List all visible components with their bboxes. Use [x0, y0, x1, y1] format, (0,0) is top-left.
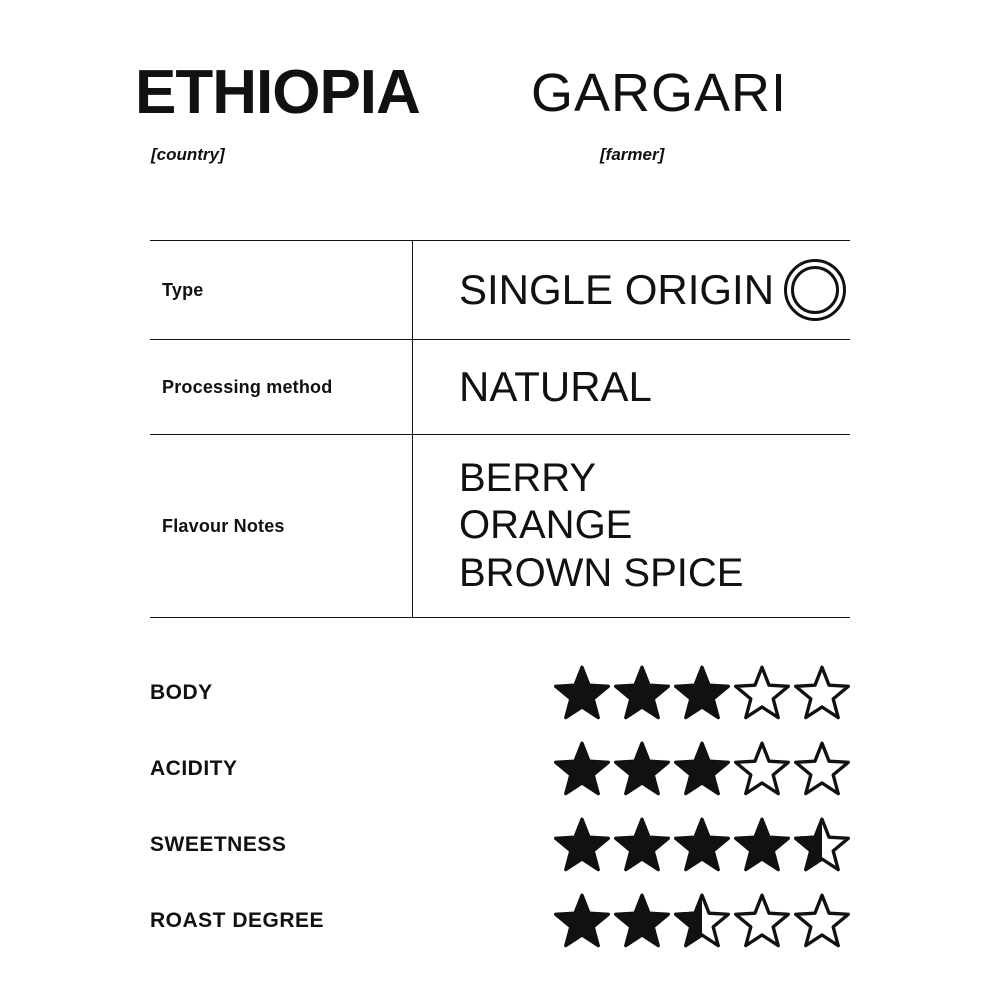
table-row: [150, 241, 850, 340]
spec-value-type-text: SINGLE ORIGIN: [459, 265, 775, 313]
table-row: [150, 435, 850, 618]
star-half-icon: [794, 817, 850, 873]
spec-value-type: [413, 241, 851, 340]
page-title: ETHIOPIA: [135, 58, 420, 127]
flavour-notes-list: [459, 455, 850, 597]
star-empty-icon: [794, 665, 850, 721]
country-caption: [country]: [151, 145, 225, 164]
rating-label-acidity: ACIDITY: [150, 757, 238, 780]
star-full-icon: [554, 741, 610, 797]
spec-value-flavour-notes: [413, 435, 851, 618]
rating-stars-roast-degree: [554, 893, 850, 949]
star-full-icon: [674, 817, 730, 873]
rating-row-sweetness: [150, 807, 850, 883]
star-full-icon: [614, 817, 670, 873]
rating-label-roast-degree: ROAST DEGREE: [150, 909, 325, 932]
star-full-icon: [734, 817, 790, 873]
star-full-icon: [614, 893, 670, 949]
star-full-icon: [614, 741, 670, 797]
star-empty-icon: [794, 741, 850, 797]
star-full-icon: [554, 893, 610, 949]
flavour-note: BERRY: [459, 456, 597, 501]
rating-row-roast-degree: [150, 883, 850, 959]
star-half-icon: [674, 893, 730, 949]
star-empty-icon: [794, 893, 850, 949]
spec-value-processing-method: NATURAL: [459, 362, 652, 410]
rating-label-sweetness: SWEETNESS: [150, 833, 287, 856]
star-empty-icon: [734, 741, 790, 797]
star-full-icon: [614, 665, 670, 721]
star-full-icon: [554, 665, 610, 721]
farmer-caption: [farmer]: [600, 145, 665, 164]
spec-label-flavour-notes: Flavour Notes: [150, 435, 413, 618]
rating-stars-sweetness: [554, 817, 850, 873]
rating-stars-acidity: [554, 741, 850, 797]
farmer-title: GARGARI: [531, 63, 788, 123]
rating-label-body: BODY: [150, 681, 213, 704]
ratings-section: [150, 655, 850, 959]
table-row: [150, 340, 850, 435]
star-full-icon: [674, 665, 730, 721]
star-full-icon: [554, 817, 610, 873]
spec-table: [150, 240, 850, 618]
star-full-icon: [674, 741, 730, 797]
star-empty-icon: [734, 665, 790, 721]
rating-stars-body: [554, 665, 850, 721]
spec-label-processing-method: Processing method: [150, 340, 413, 435]
rating-row-acidity: [150, 731, 850, 807]
flavour-note: BROWN SPICE: [459, 550, 744, 595]
circle-ring-icon: [784, 259, 846, 321]
star-empty-icon: [734, 893, 790, 949]
flavour-note: ORANGE: [459, 503, 633, 548]
spec-label-type: Type: [150, 241, 413, 340]
card-header: [135, 58, 865, 182]
rating-row-body: [150, 655, 850, 731]
